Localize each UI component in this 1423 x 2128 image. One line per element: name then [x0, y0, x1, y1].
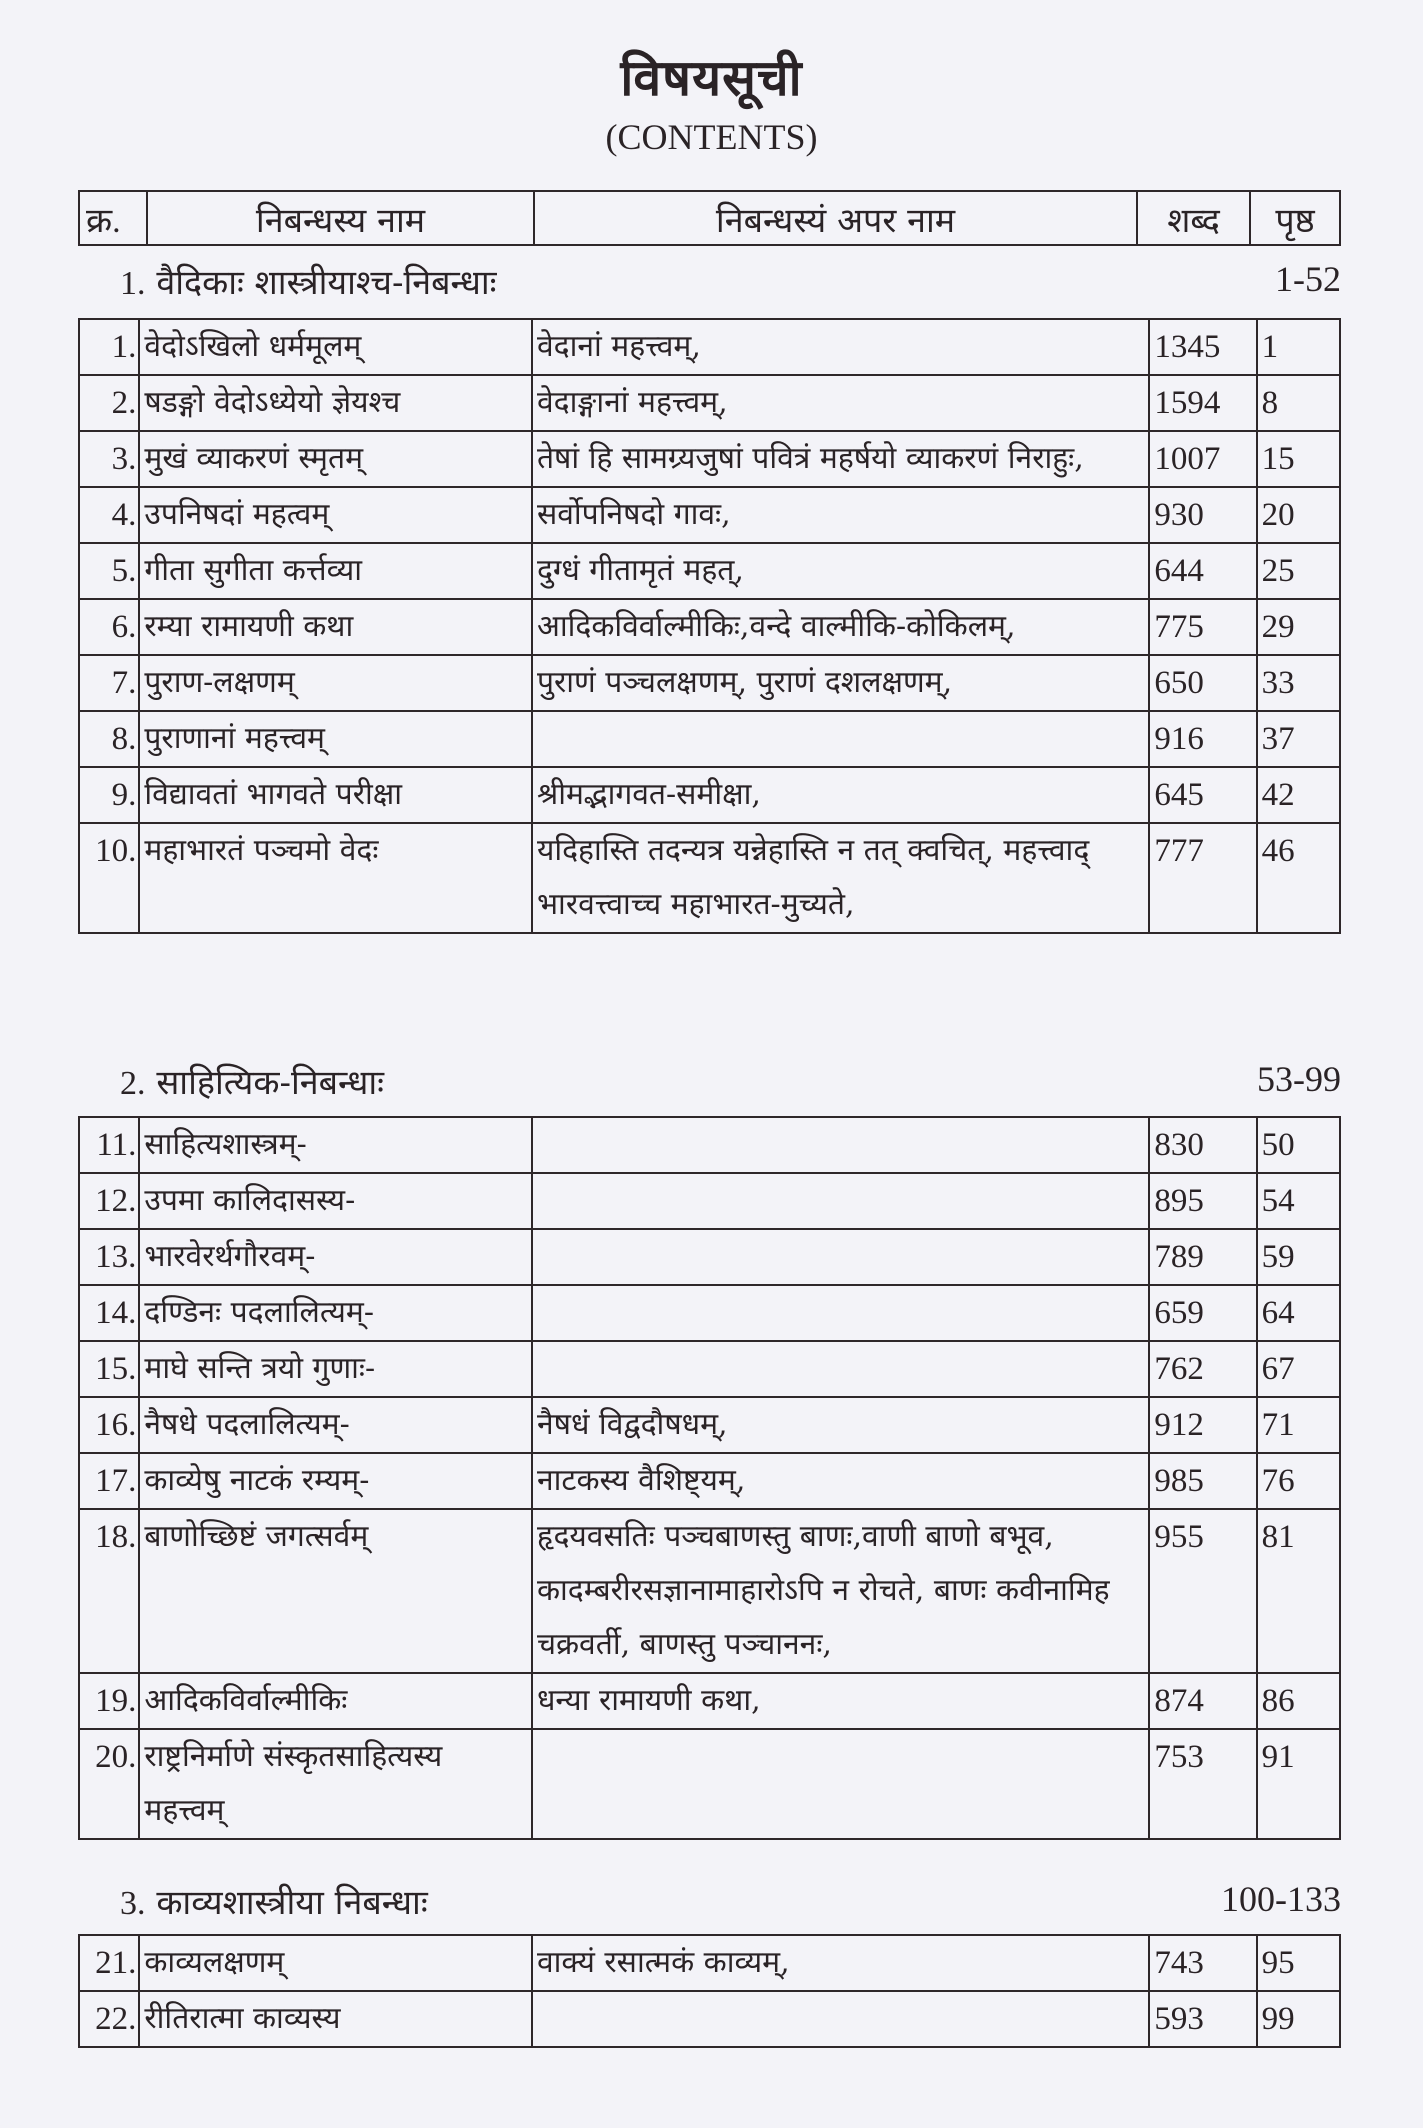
- essay-alt-name: सर्वोपनिषदो गावः,: [532, 487, 1149, 543]
- section-title: [120, 1058, 384, 1104]
- essay-name: उपमा कालिदासस्य-: [139, 1173, 532, 1229]
- page-number: 29: [1257, 599, 1340, 655]
- page-number: 54: [1257, 1173, 1340, 1229]
- page-number: 25: [1257, 543, 1340, 599]
- row-number: 9.: [79, 767, 139, 823]
- essay-name: भारवेरर्थगौरवम्-: [139, 1229, 532, 1285]
- word-count: 593: [1149, 1991, 1256, 2047]
- table-row: [79, 1673, 1340, 1729]
- section-name: साहित्यिक-निबन्धाः: [156, 1063, 385, 1103]
- header-name: निबन्धस्य नाम: [147, 191, 534, 245]
- word-count: 753: [1149, 1729, 1256, 1839]
- essay-name: काव्येषु नाटकं रम्यम्-: [139, 1453, 532, 1509]
- essay-name: मुखं व्याकरणं स्मृतम्: [139, 431, 532, 487]
- section-number: 2.: [120, 1065, 146, 1102]
- essay-name: उपनिषदां महत्वम्: [139, 487, 532, 543]
- row-number: 4.: [79, 487, 139, 543]
- section-heading-3: [120, 1878, 1341, 1924]
- word-count: 650: [1149, 655, 1256, 711]
- essay-alt-name: [532, 1341, 1149, 1397]
- page-number: 86: [1257, 1673, 1340, 1729]
- page-number: 59: [1257, 1229, 1340, 1285]
- essay-alt-name: नैषधं विद्वदौषधम्,: [532, 1397, 1149, 1453]
- essay-alt-name: [532, 1729, 1149, 1839]
- word-count: 830: [1149, 1117, 1256, 1173]
- section-name: वैदिकाः शास्त्रीयाश्च-निबन्धाः: [156, 263, 497, 303]
- word-count: 789: [1149, 1229, 1256, 1285]
- table-row: [79, 599, 1340, 655]
- table-row: [79, 543, 1340, 599]
- header-no: क्र.: [79, 191, 147, 245]
- table-row: [79, 1117, 1340, 1173]
- word-count: 659: [1149, 1285, 1256, 1341]
- row-number: 19.: [79, 1673, 139, 1729]
- essay-name: काव्यलक्षणम्: [139, 1935, 532, 1991]
- section-page-range: 1-52: [1275, 259, 1341, 299]
- word-count: 644: [1149, 543, 1256, 599]
- section-title: [120, 1878, 428, 1924]
- page-number: 37: [1257, 711, 1340, 767]
- word-count: 777: [1149, 823, 1256, 933]
- essay-alt-name: यदिहास्ति तदन्यत्र यन्नेहास्ति न तत् क्वचित्, महत्त्वाद् भारवत्त्वाच्च महाभारत-मुच्यते,: [532, 823, 1149, 933]
- table-row: [79, 1509, 1340, 1673]
- row-number: 3.: [79, 431, 139, 487]
- essay-name: रम्या रामायणी कथा: [139, 599, 532, 655]
- essay-alt-name: [532, 1229, 1149, 1285]
- row-number: 17.: [79, 1453, 139, 1509]
- essay-alt-name: पुराणं पञ्चलक्षणम्, पुराणं दशलक्षणम्,: [532, 655, 1149, 711]
- section-table-1: [78, 318, 1341, 934]
- table-row: [79, 767, 1340, 823]
- essay-alt-name: [532, 1117, 1149, 1173]
- word-count: 916: [1149, 711, 1256, 767]
- row-number: 16.: [79, 1397, 139, 1453]
- table-row: [79, 431, 1340, 487]
- essay-name: महाभारतं पञ्चमो वेदः: [139, 823, 532, 933]
- essay-alt-name: वेदाङ्गानां महत्त्वम्,: [532, 375, 1149, 431]
- section-page-range: 53-99: [1257, 1059, 1341, 1099]
- page-number: 33: [1257, 655, 1340, 711]
- page-number: 71: [1257, 1397, 1340, 1453]
- essay-name: पुराण-लक्षणम्: [139, 655, 532, 711]
- essay-name: साहित्यशास्त्रम्-: [139, 1117, 532, 1173]
- row-number: 18.: [79, 1509, 139, 1673]
- row-number: 6.: [79, 599, 139, 655]
- row-number: 7.: [79, 655, 139, 711]
- table-row: [79, 1935, 1340, 1991]
- essay-alt-name: हृदयवसतिः पञ्चबाणस्तु बाणः,वाणी बाणो बभूव, कादम्बरीरसज्ञानामाहारोऽपि न रोचते, बाणः कवीनामिह चक्रवर्ती, बाणस्तु पञ्चाननः,: [532, 1509, 1149, 1673]
- word-count: 645: [1149, 767, 1256, 823]
- essay-name: पुराणानां महत्त्वम्: [139, 711, 532, 767]
- page-number: 20: [1257, 487, 1340, 543]
- table-row: [79, 655, 1340, 711]
- essay-alt-name: वाक्यं रसात्मकं काव्यम्,: [532, 1935, 1149, 1991]
- word-count: 775: [1149, 599, 1256, 655]
- table-row: [79, 1173, 1340, 1229]
- row-number: 5.: [79, 543, 139, 599]
- word-count: 1007: [1149, 431, 1256, 487]
- essay-name: आदिकविर्वाल्मीकिः: [139, 1673, 532, 1729]
- word-count: 912: [1149, 1397, 1256, 1453]
- contents-header-table: [78, 190, 1341, 246]
- header-words: शब्द: [1137, 191, 1250, 245]
- row-number: 14.: [79, 1285, 139, 1341]
- header-alt-name: निबन्धस्यं अपर नाम: [534, 191, 1137, 245]
- page-number: 67: [1257, 1341, 1340, 1397]
- section-page-range: 100-133: [1221, 1879, 1341, 1919]
- essay-name: गीता सुगीता कर्त्तव्या: [139, 543, 532, 599]
- essay-name: षडङ्गो वेदोऽध्येयो ज्ञेयश्च: [139, 375, 532, 431]
- page-number: 46: [1257, 823, 1340, 933]
- essay-alt-name: वेदानां महत्त्वम्,: [532, 319, 1149, 375]
- section-heading-1: [120, 258, 1341, 304]
- page-number: 76: [1257, 1453, 1340, 1509]
- row-number: 12.: [79, 1173, 139, 1229]
- table-row: [79, 319, 1340, 375]
- page-number: 15: [1257, 431, 1340, 487]
- word-count: 895: [1149, 1173, 1256, 1229]
- essay-alt-name: [532, 1173, 1149, 1229]
- row-number: 22.: [79, 1991, 139, 2047]
- essay-alt-name: [532, 711, 1149, 767]
- table-row: [79, 711, 1340, 767]
- word-count: 985: [1149, 1453, 1256, 1509]
- header-row: [79, 191, 1340, 245]
- section-table-3: [78, 1934, 1341, 2048]
- page-number: 50: [1257, 1117, 1340, 1173]
- essay-alt-name: तेषां हि सामग्र्यजुषां पवित्रं महर्षयो व्याकरणं निराहुः,: [532, 431, 1149, 487]
- essay-name: नैषधे पदलालित्यम्-: [139, 1397, 532, 1453]
- word-count: 930: [1149, 487, 1256, 543]
- row-number: 21.: [79, 1935, 139, 1991]
- word-count: 874: [1149, 1673, 1256, 1729]
- section-table-2: [78, 1116, 1341, 1840]
- essay-name: राष्ट्रनिर्माणे संस्कृतसाहित्यस्य महत्त्वम्: [139, 1729, 532, 1839]
- essay-alt-name: [532, 1991, 1149, 2047]
- row-number: 1.: [79, 319, 139, 375]
- essay-name: दण्डिनः पदलालित्यम्-: [139, 1285, 532, 1341]
- essay-alt-name: नाटकस्य वैशिष्ट्यम्,: [532, 1453, 1149, 1509]
- section-heading-2: [120, 1058, 1341, 1104]
- essay-alt-name: श्रीमद्भागवत-समीक्षा,: [532, 767, 1149, 823]
- essay-name: बाणोच्छिष्टं जगत्सर्वम्: [139, 1509, 532, 1673]
- word-count: 1594: [1149, 375, 1256, 431]
- essay-name: वेदोऽखिलो धर्ममूलम्: [139, 319, 532, 375]
- table-row: [79, 1729, 1340, 1839]
- row-number: 20.: [79, 1729, 139, 1839]
- table-row: [79, 823, 1340, 933]
- row-number: 13.: [79, 1229, 139, 1285]
- page-number: 1: [1257, 319, 1340, 375]
- row-number: 10.: [79, 823, 139, 933]
- page-number: 95: [1257, 1935, 1340, 1991]
- table-row: [79, 1991, 1340, 2047]
- word-count: 743: [1149, 1935, 1256, 1991]
- essay-alt-name: दुग्धं गीतामृतं महत्,: [532, 543, 1149, 599]
- word-count: 762: [1149, 1341, 1256, 1397]
- essay-alt-name: [532, 1285, 1149, 1341]
- essay-alt-name: आदिकविर्वाल्मीकिः,वन्दे वाल्मीकि-कोकिलम्,: [532, 599, 1149, 655]
- word-count: 1345: [1149, 319, 1256, 375]
- page-number: 81: [1257, 1509, 1340, 1673]
- table-row: [79, 375, 1340, 431]
- table-row: [79, 1285, 1340, 1341]
- word-count: 955: [1149, 1509, 1256, 1673]
- row-number: 2.: [79, 375, 139, 431]
- page-number: 42: [1257, 767, 1340, 823]
- row-number: 15.: [79, 1341, 139, 1397]
- page-number: 91: [1257, 1729, 1340, 1839]
- table-row: [79, 487, 1340, 543]
- page-number: 99: [1257, 1991, 1340, 2047]
- table-row: [79, 1229, 1340, 1285]
- essay-alt-name: धन्या रामायणी कथा,: [532, 1673, 1149, 1729]
- page-number: 8: [1257, 375, 1340, 431]
- row-number: 8.: [79, 711, 139, 767]
- table-row: [79, 1453, 1340, 1509]
- page-number: 64: [1257, 1285, 1340, 1341]
- table-row: [79, 1341, 1340, 1397]
- row-number: 11.: [79, 1117, 139, 1173]
- page-subtitle: (CONTENTS): [605, 117, 818, 157]
- section-number: 1.: [120, 265, 146, 302]
- essay-name: माघे सन्ति त्रयो गुणाः-: [139, 1341, 532, 1397]
- section-number: 3.: [120, 1885, 146, 1922]
- section-title: [120, 258, 497, 304]
- essay-name: रीतिरात्मा काव्यस्य: [139, 1991, 532, 2047]
- header-page: पृष्ठ: [1250, 191, 1340, 245]
- section-name: काव्यशास्त्रीया निबन्धाः: [156, 1883, 428, 1923]
- table-row: [79, 1397, 1340, 1453]
- page-title: विषयसूची: [620, 48, 803, 107]
- essay-name: विद्यावतां भागवते परीक्षा: [139, 767, 532, 823]
